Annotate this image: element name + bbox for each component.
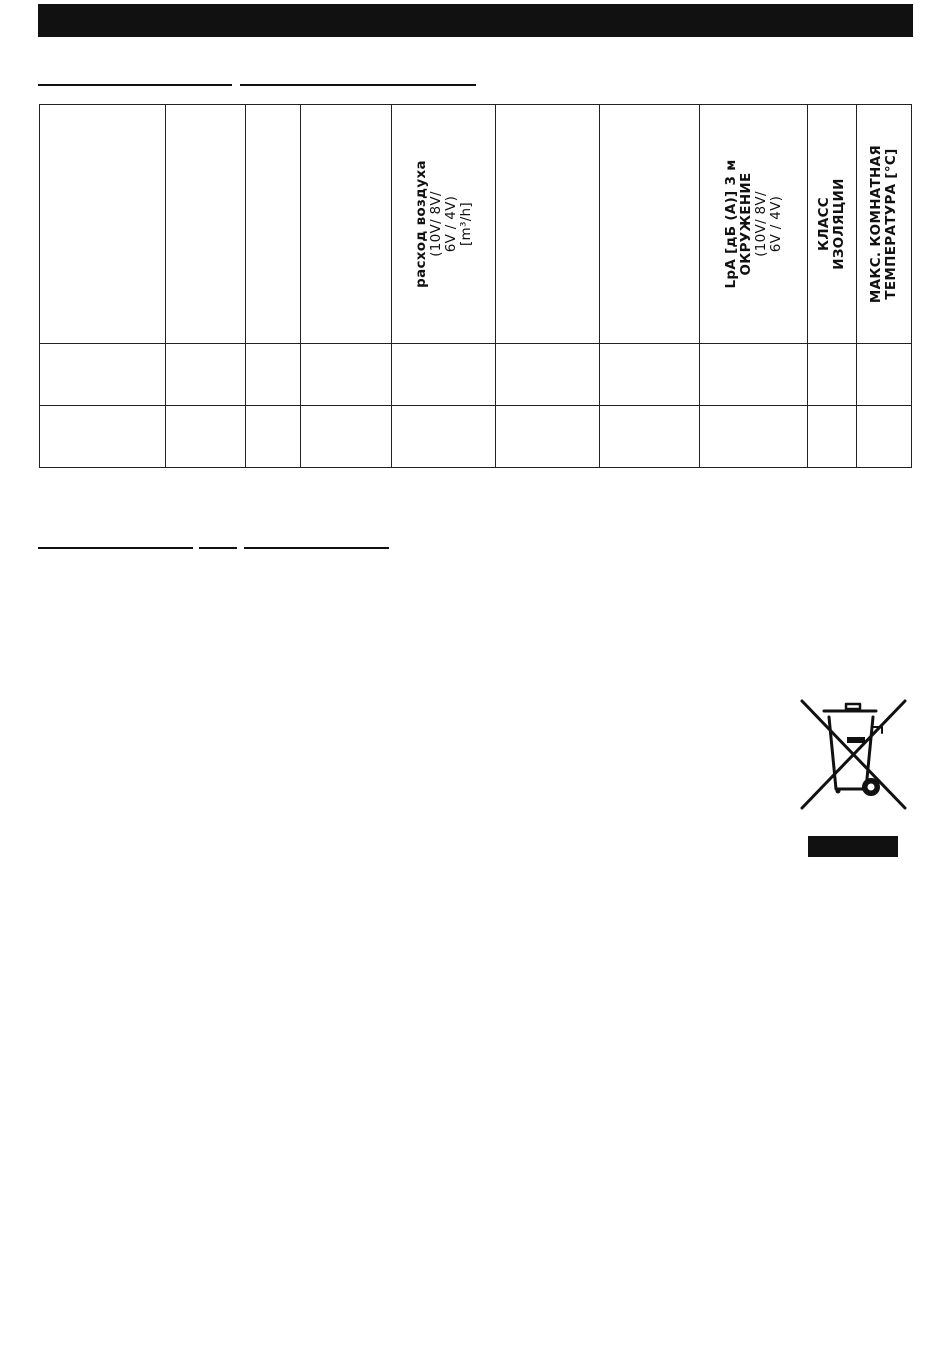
table-cell [301, 344, 392, 406]
table-cell [857, 406, 912, 468]
table-cell [700, 406, 808, 468]
crossed-out-wheelie-bin-icon [790, 693, 912, 815]
section-header-bar [38, 4, 913, 37]
weee-black-bar [808, 836, 898, 857]
header-cell-insulation [808, 105, 857, 344]
header-cell [166, 105, 246, 344]
table-row [40, 406, 912, 468]
header-cell [40, 105, 166, 344]
table-row [40, 344, 912, 406]
table-cell [392, 406, 496, 468]
heading-underline [240, 84, 476, 86]
header-max-temp-label: МАКС. КОМНАТНАЯ ТЕМПЕРАТУРА [°C] [868, 144, 899, 304]
header-cell-max-temp [857, 105, 912, 344]
heading-underline [38, 547, 193, 549]
table-cell [600, 406, 700, 468]
table-cell [40, 406, 166, 468]
table-cell [246, 406, 301, 468]
table-cell [246, 344, 301, 406]
table-cell [857, 344, 912, 406]
table-cell [392, 344, 496, 406]
header-cell [246, 105, 301, 344]
header-cell [301, 105, 392, 344]
table-header-row [40, 105, 912, 344]
table-cell [496, 406, 600, 468]
header-cell-noise [700, 105, 808, 344]
table-cell [700, 344, 808, 406]
table-cell [808, 344, 857, 406]
table-cell [166, 406, 246, 468]
heading-underline [244, 547, 389, 549]
table-cell [808, 406, 857, 468]
table-cell [301, 406, 392, 468]
heading-underline [38, 84, 232, 86]
header-cell [600, 105, 700, 344]
heading-underline [199, 547, 237, 549]
header-airflow-label: расход воздуха (10V/ 8V/ 6V / 4V) [m³/h] [412, 160, 474, 288]
header-insulation-label: КЛАСС ИЗОЛЯЦИИ [816, 178, 847, 270]
header-cell-airflow [392, 105, 496, 344]
table-cell [496, 344, 600, 406]
table-cell [166, 344, 246, 406]
header-cell [496, 105, 600, 344]
table-cell [600, 344, 700, 406]
header-noise-label: LpA [дБ (A)] 3 м ОКРУЖЕНИЕ (10V/ 8V/ 6V / 4V) [722, 159, 784, 289]
table-cell [40, 344, 166, 406]
specifications-table [39, 104, 912, 468]
